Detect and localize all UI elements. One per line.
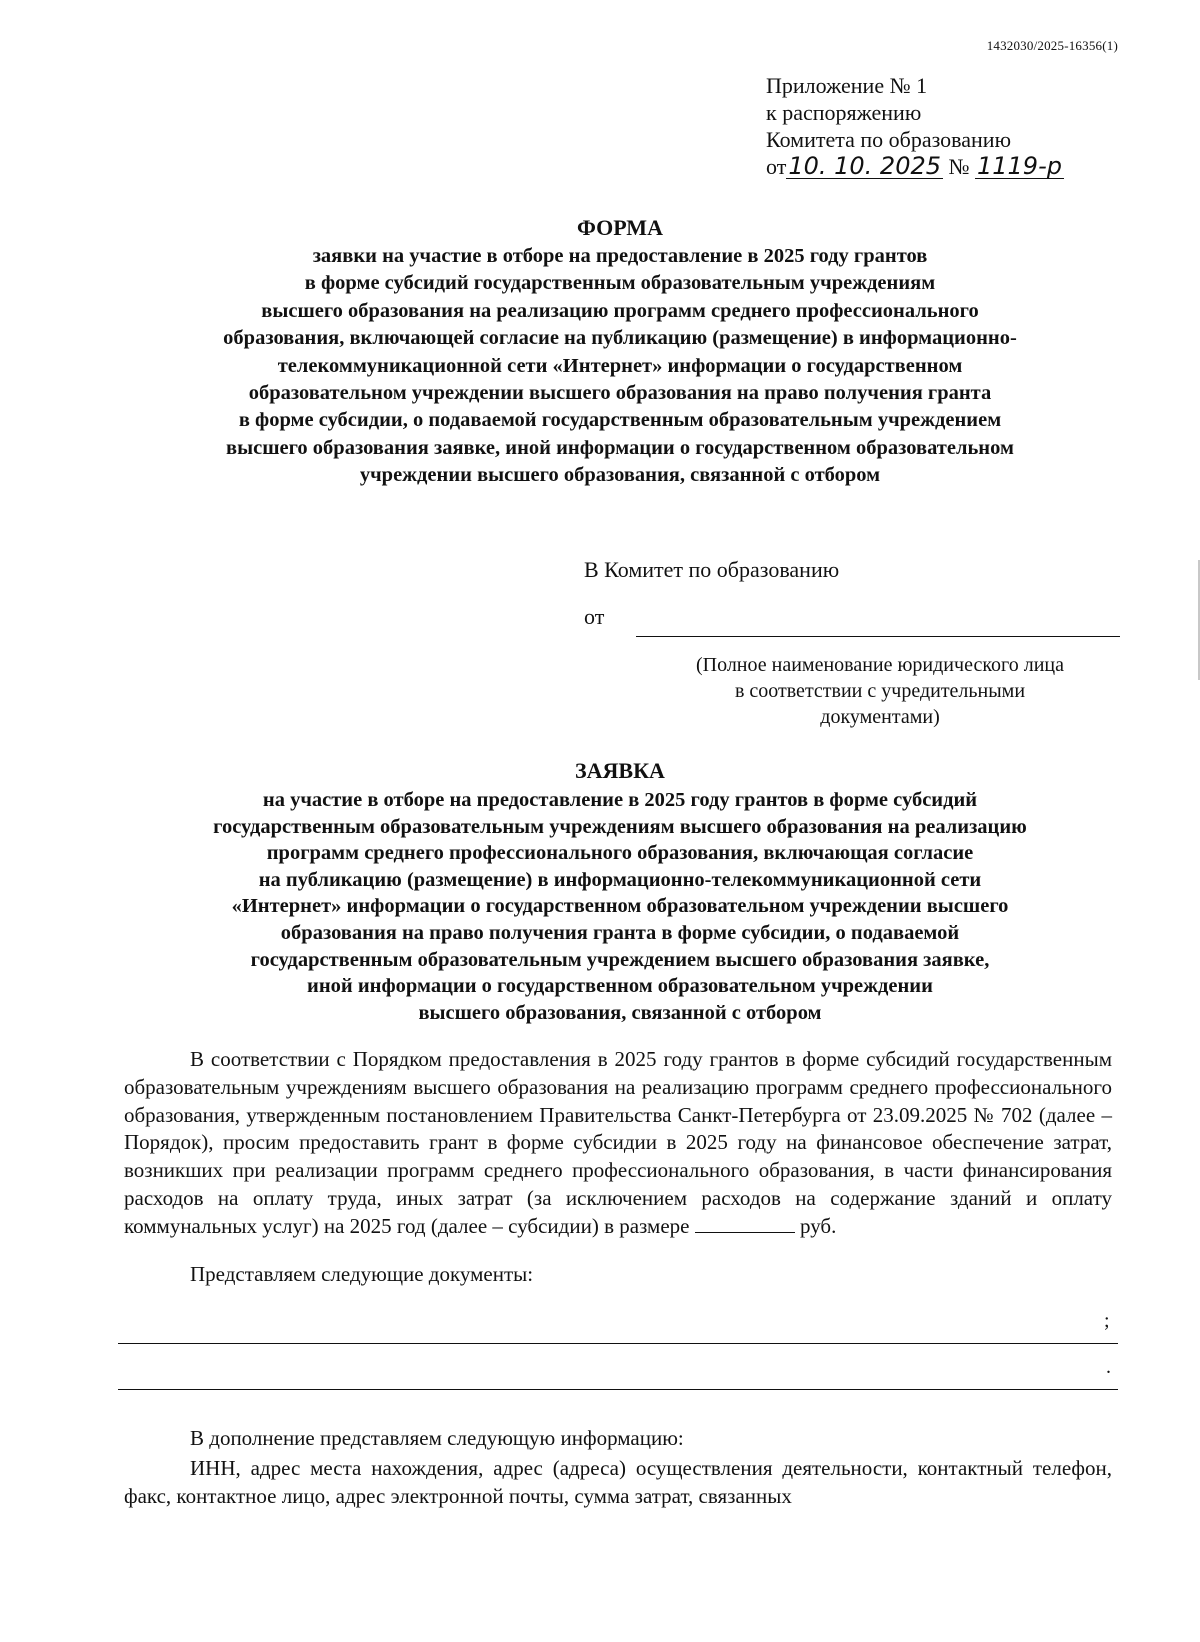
number-label: № xyxy=(948,154,970,179)
info-paragraph: ИНН, адрес места нахождения, адрес (адреса) осуществления деятельности, контактный телефон, факс, контактное лицо, адрес электронной почты, сумма затрат, связанных xyxy=(124,1456,1112,1508)
application-subtitle-line: на публикацию (размещение) в информационно-телекоммуникационной сети xyxy=(258,868,982,891)
form-subtitle-line: в форме субсидий государственным образовательным учреждениям xyxy=(304,272,936,295)
caption-line: (Полное наименование юридического лица xyxy=(695,654,1064,676)
document-entry-mark-1: ; xyxy=(1104,1310,1110,1332)
form-subtitle-line: высшего образования на реализацию программ среднего профессионального xyxy=(261,299,979,322)
form-subtitle-line: учреждении высшего образования, связанной с отбором xyxy=(359,464,881,487)
form-title: ФОРМА xyxy=(577,215,663,240)
form-subtitle-line: телекоммуникационной сети «Интернет» информации о государственном xyxy=(277,354,963,377)
application-title: ЗАЯВКА xyxy=(575,758,665,783)
addressee-from-label: от xyxy=(584,604,605,629)
form-subtitle-line: заявки на участие в отборе на предоставление в 2025 году грантов xyxy=(312,245,928,267)
documents-intro: Представляем следующие документы: xyxy=(190,1262,534,1286)
applicant-name-caption xyxy=(640,652,1120,730)
document-entry-line-1[interactable] xyxy=(118,1343,1118,1344)
info-intro: В дополнение представляем следующую информацию: xyxy=(190,1426,684,1450)
appendix-block xyxy=(766,72,1064,180)
application-subtitle-line: государственным образовательным учреждениям высшего образования на реализацию xyxy=(213,815,1027,838)
registration-number: 1432030/2025-16356(1) xyxy=(986,38,1118,53)
form-subtitle xyxy=(120,243,1120,490)
application-subtitle xyxy=(120,787,1120,1026)
caption-line: документами) xyxy=(820,706,940,728)
form-subtitle-line: в форме субсидии, о подаваемой государственным образовательным учреждением xyxy=(238,409,1002,432)
application-subtitle-line: иной информации о государственном образовательном учреждении xyxy=(307,975,933,998)
currency-label: руб. xyxy=(799,1213,837,1238)
form-subtitle-line: высшего образования заявке, иной информации о государственном образовательном xyxy=(226,436,1014,459)
handwritten-number: 1119-р xyxy=(977,152,1062,180)
handwritten-date: 10. 10. 2025 xyxy=(788,152,941,180)
application-subtitle-line: государственным образовательным учреждением высшего образования заявке, xyxy=(250,948,990,971)
body-text: В соответствии с Порядком предоставления в 2025 году грантов в форме субсидий государственным образовательным учреждениям высшего образования на реализацию программ среднего профессионального образования, утвержденным постановлением Правительства Санкт-Петербурга от 23.09.2025 № 702 (далее – Порядок), просим предоставить грант в форме субсидии в 2025 году на финансовое обеспечение затрат, возникших при реализации программ среднего профессионального образования, в части финансирования расходов на оплату труда, иных затрат (за исключением расходов на содержание зданий и оплату коммунальных услуг) на 2025 год (далее – субсидии) в размере xyxy=(124,1047,1112,1238)
application-subtitle-line: высшего образования, связанной с отбором xyxy=(418,1001,822,1024)
appendix-line-3: Комитета по образованию xyxy=(766,127,1012,152)
application-body-paragraph xyxy=(124,1046,1112,1241)
application-subtitle-line: на участие в отборе на предоставление в 2025 году грантов в форме субсидий xyxy=(262,789,978,811)
application-subtitle-line: образования на право получения гранта в форме субсидии, о подаваемой xyxy=(280,921,960,944)
form-subtitle-line: образовательном учреждении высшего образования на право получения гранта xyxy=(248,382,992,405)
date-prefix: от xyxy=(766,154,787,179)
application-subtitle-line: «Интернет» информации о государственном образовательном учреждении высшего xyxy=(231,895,1009,918)
amount-field[interactable] xyxy=(695,1214,795,1233)
document-entry-line-2[interactable] xyxy=(118,1389,1118,1390)
document-entry-mark-2: . xyxy=(1106,1356,1111,1378)
addressee-to: В Комитет по образованию xyxy=(584,557,840,582)
appendix-line-1: Приложение № 1 xyxy=(766,73,928,98)
appendix-date-line xyxy=(766,153,1064,180)
caption-line: в соответствии с учредительными xyxy=(734,680,1026,702)
applicant-name-field[interactable] xyxy=(636,636,1120,637)
appendix-line-2: к распоряжению xyxy=(766,100,922,125)
form-subtitle-line: образования, включающей согласие на публикацию (размещение) в информационно- xyxy=(223,327,1017,350)
application-subtitle-line: программ среднего профессионального образования, включающая согласие xyxy=(266,842,974,865)
